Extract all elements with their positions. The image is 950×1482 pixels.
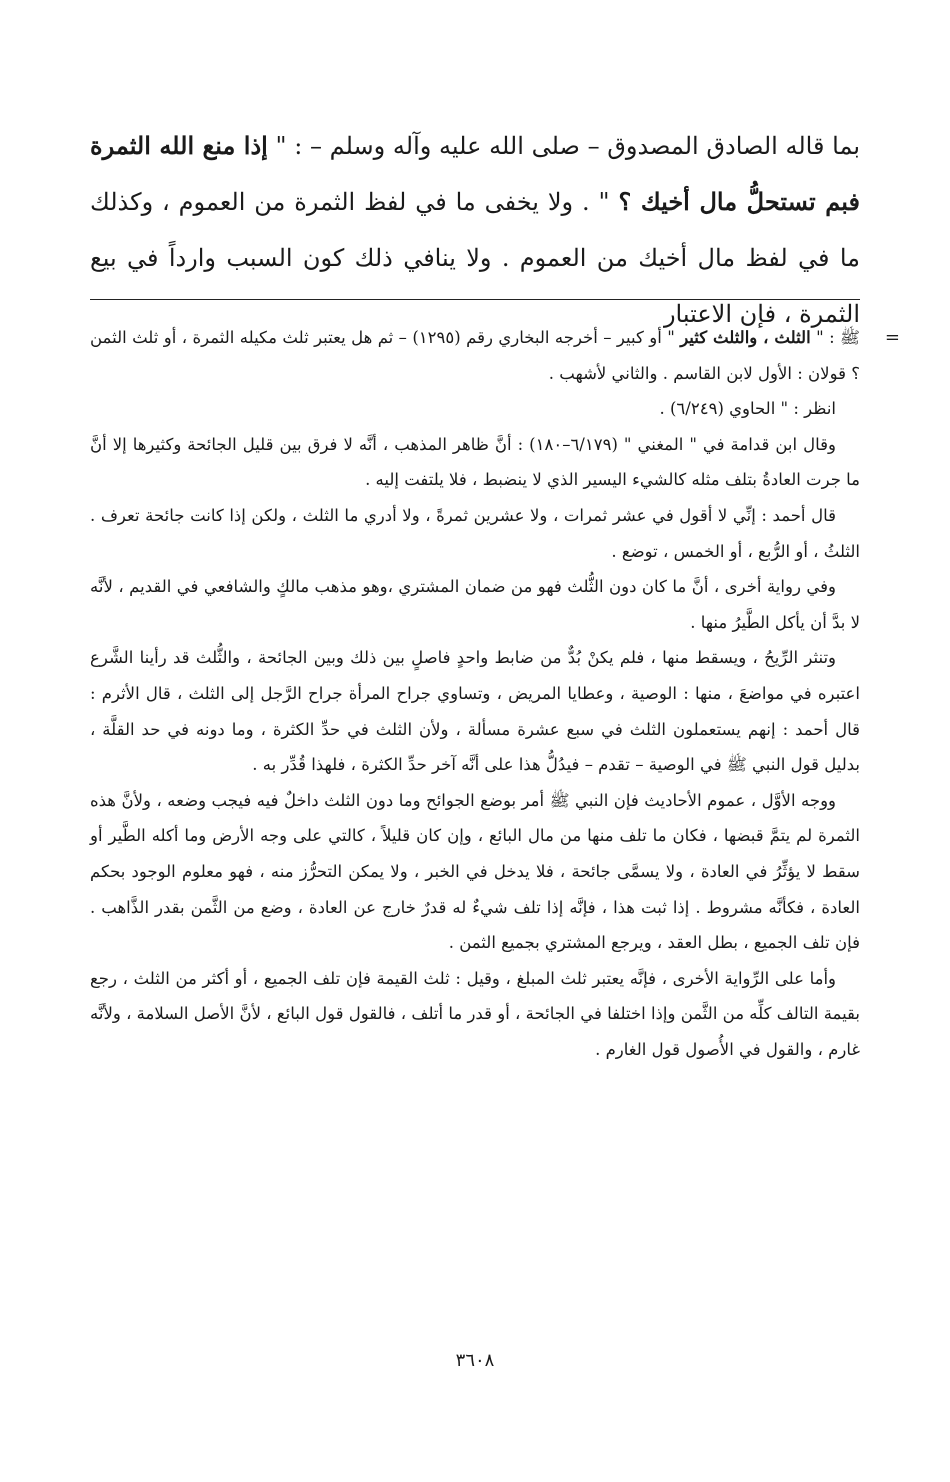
continuation-mark: = bbox=[884, 327, 900, 348]
footnote-paragraph-7: ووجه الأوَّل ، عموم الأحاديث فإن النبي ﷺ أمر بوضع الجوائح وما دون الثلث داخلٌ فيه فيجب وضعه ، ولأنَّ هذه الثمرة لم يتمَّ قبضها ، فكان ما تلف منها من مال البائع ، وإن كان قليلاً ، كالتي على وجه الأرض وما أكله الطَّير أو سقط لا يؤثِّرُ في العادة ، ولا يسمَّى جائحة ، فلا يدخل في الخبر ، ولا يمكن التحرُّز منه ، فهو معلوم الوجود بحكم العادة ، فكأنَّه مشروط . إذا ثبت هذا ، فإنَّه إذا تلف شيءٌ له قدرٌ خارج عن العادة ، وضع من الثَّمن بقدر الذَّاهب . فإن تلف الجميع ، بطل العقد ، ويرجع المشتري بجميع الثمن . bbox=[90, 790, 860, 953]
page-number: ٣٦٠٨ bbox=[455, 1350, 495, 1371]
footnote-paragraph-2: انظر : " الحاوي (٦/٢٤٩) . bbox=[659, 399, 836, 419]
footnote-separator bbox=[90, 299, 860, 300]
footnote-paragraph-3: وقال ابن قدامة في " المغني " (٦/١٧٩–١٨٠) : أنَّ ظاهر المذهب ، أنَّه لا فرق بين قليل الجائحة وكثيرها إلا أنَّ ما جرت العادةُ بتلف مثله كالشيء اليسير الذي لا ينضبط ، فلا يلتفت إليه . bbox=[90, 434, 860, 490]
main-text-block bbox=[90, 118, 860, 342]
main-text-intro: بما قاله الصادق المصدوق – صلى الله عليه وآله وسلم – : " bbox=[267, 132, 860, 160]
footnote-1-lead: ﷺ : " bbox=[810, 328, 860, 347]
footnote-1-bold: الثلث ، والثلث كثير bbox=[680, 328, 811, 347]
footnote-paragraph-5: وفي رواية أخرى ، أنَّ ما كان دون الثُّلث فهو من ضمان المشتري ،وهو مذهب مالكٍ والشافعي في القديم ، لأنَّه لا بدَّ أن يأكل الطَّيرُ منها . bbox=[90, 577, 860, 632]
footnote-1-tail: " أو كبير – أخرجه البخاري رقم (١٢٩٥) – ثم هل يعتبر ثلث مكيله الثمرة ، أو ثلث الثمن ؟ قولان : الأول لابن القاسم . والثاني لأشهب . bbox=[90, 328, 860, 383]
main-text-continuation: " . ولا يخفى ما في لفظ الثمرة من العموم ، وكذلك ما في لفظ مال أخيك من العموم . ولا ينافي ذلك كون السبب وارداً في بيع الثمرة ، فإن الاعتبار bbox=[90, 188, 860, 328]
footnote-paragraph-8: وأما على الرِّواية الأخرى ، فإنَّه يعتبر ثلث المبلغ ، وقيل : ثلث القيمة فإن تلف الجميع ، أو أكثر من الثلث ، رجع بقيمة التالف كلِّه من الثَّمن وإذا اختلفا في الجائحة ، أو قدر ما أتلف ، فالقول قول البائع ، لأنَّ الأصل السلامة ، ولأنَّه غارم ، والقول في الأُصول قول الغارم . bbox=[90, 968, 860, 1059]
footnotes-block bbox=[90, 320, 900, 1067]
footnote-paragraph-1 bbox=[90, 320, 900, 391]
footnote-paragraph-6: وتنثر الرِّيحُ ، ويسقط منها ، فلم يكنْ بُدٌّ من ضابط واحدٍ فاصلٍ بين ذلك وبين الجائحة ، والثُّلث قد رأينا الشَّرع اعتبره في مواضعَ ، منها : الوصية ، وعطايا المريض ، وتساوي جراح المرأة جراح الرَّجل إلى الثلث ، قال الأثرم : قال أحمد : إنهم يستعملون الثلث في سبع عشرة مسألة ، ولأن الثلث في حدِّ الكثرة ، وما دونه في حد القلَّة ، بدليل قول النبي ﷺ في الوصية – تقدم – فيدُلُّ هذا على أنَّه آخر حدِّ الكثرة ، فلهذا قُدِّر به . bbox=[90, 648, 860, 775]
main-paragraph bbox=[90, 118, 860, 342]
hadith-quote: إذا منع الله الثمرة فبم تستحلُّ مال أخيك ؟ bbox=[90, 131, 860, 216]
footnote-paragraph-4: قال أحمد : إنِّي لا أقول في عشر ثمرات ، ولا عشرين ثمرةً ، ولا أدري ما الثلث ، ولكن إذا كانت جائحة تعرف . الثلثُ ، أو الرُّبع ، أو الخمس ، توضع . bbox=[90, 505, 860, 561]
